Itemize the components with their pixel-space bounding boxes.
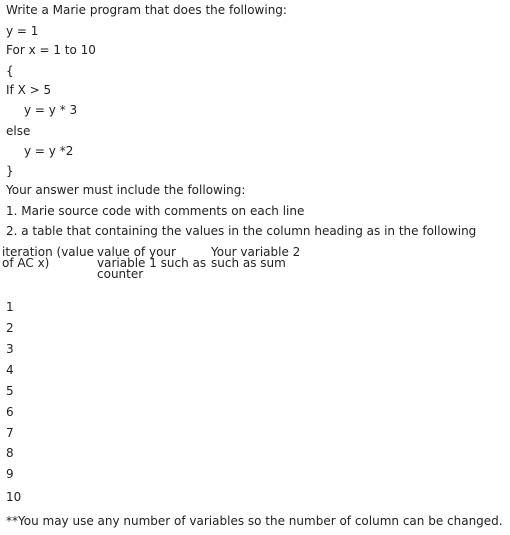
code-line: } xyxy=(6,164,14,178)
table-header-variable-2: Your variable 2 such as sum xyxy=(211,245,301,270)
table-row: 10 xyxy=(6,490,22,504)
requirement-item: 1. Marie source code with comments on each line xyxy=(6,204,305,218)
table-row: 7 xyxy=(6,426,14,440)
table-row: 9 xyxy=(6,467,14,481)
table-row: 1 xyxy=(6,300,14,314)
table-row: 8 xyxy=(6,446,14,460)
code-line: { xyxy=(6,64,14,78)
table-row: 3 xyxy=(6,342,14,356)
table-row: 6 xyxy=(6,405,14,419)
question-intro: Write a Marie program that does the following: xyxy=(6,3,287,17)
requirement-item: 2. a table that containing the values in the column heading as in the following xyxy=(6,224,477,238)
table-header-variable-1: value of your variable 1 such as counter xyxy=(97,245,207,281)
table-row: 4 xyxy=(6,363,14,377)
code-line: If X > 5 xyxy=(6,83,52,97)
code-line: y = 1 xyxy=(6,24,39,38)
question-note: **You may use any number of variables so the number of column can be changed. xyxy=(6,514,503,528)
code-line: For x = 1 to 10 xyxy=(6,43,96,57)
code-line: y = y * 3 xyxy=(24,103,78,117)
table-row: 2 xyxy=(6,321,14,335)
code-line: else xyxy=(6,124,31,138)
table-header-iteration: iteration (value of AC x) xyxy=(2,245,94,270)
code-line: y = y *2 xyxy=(24,144,74,158)
requirements-lead: Your answer must include the following: xyxy=(6,183,246,197)
table-row: 5 xyxy=(6,384,14,398)
